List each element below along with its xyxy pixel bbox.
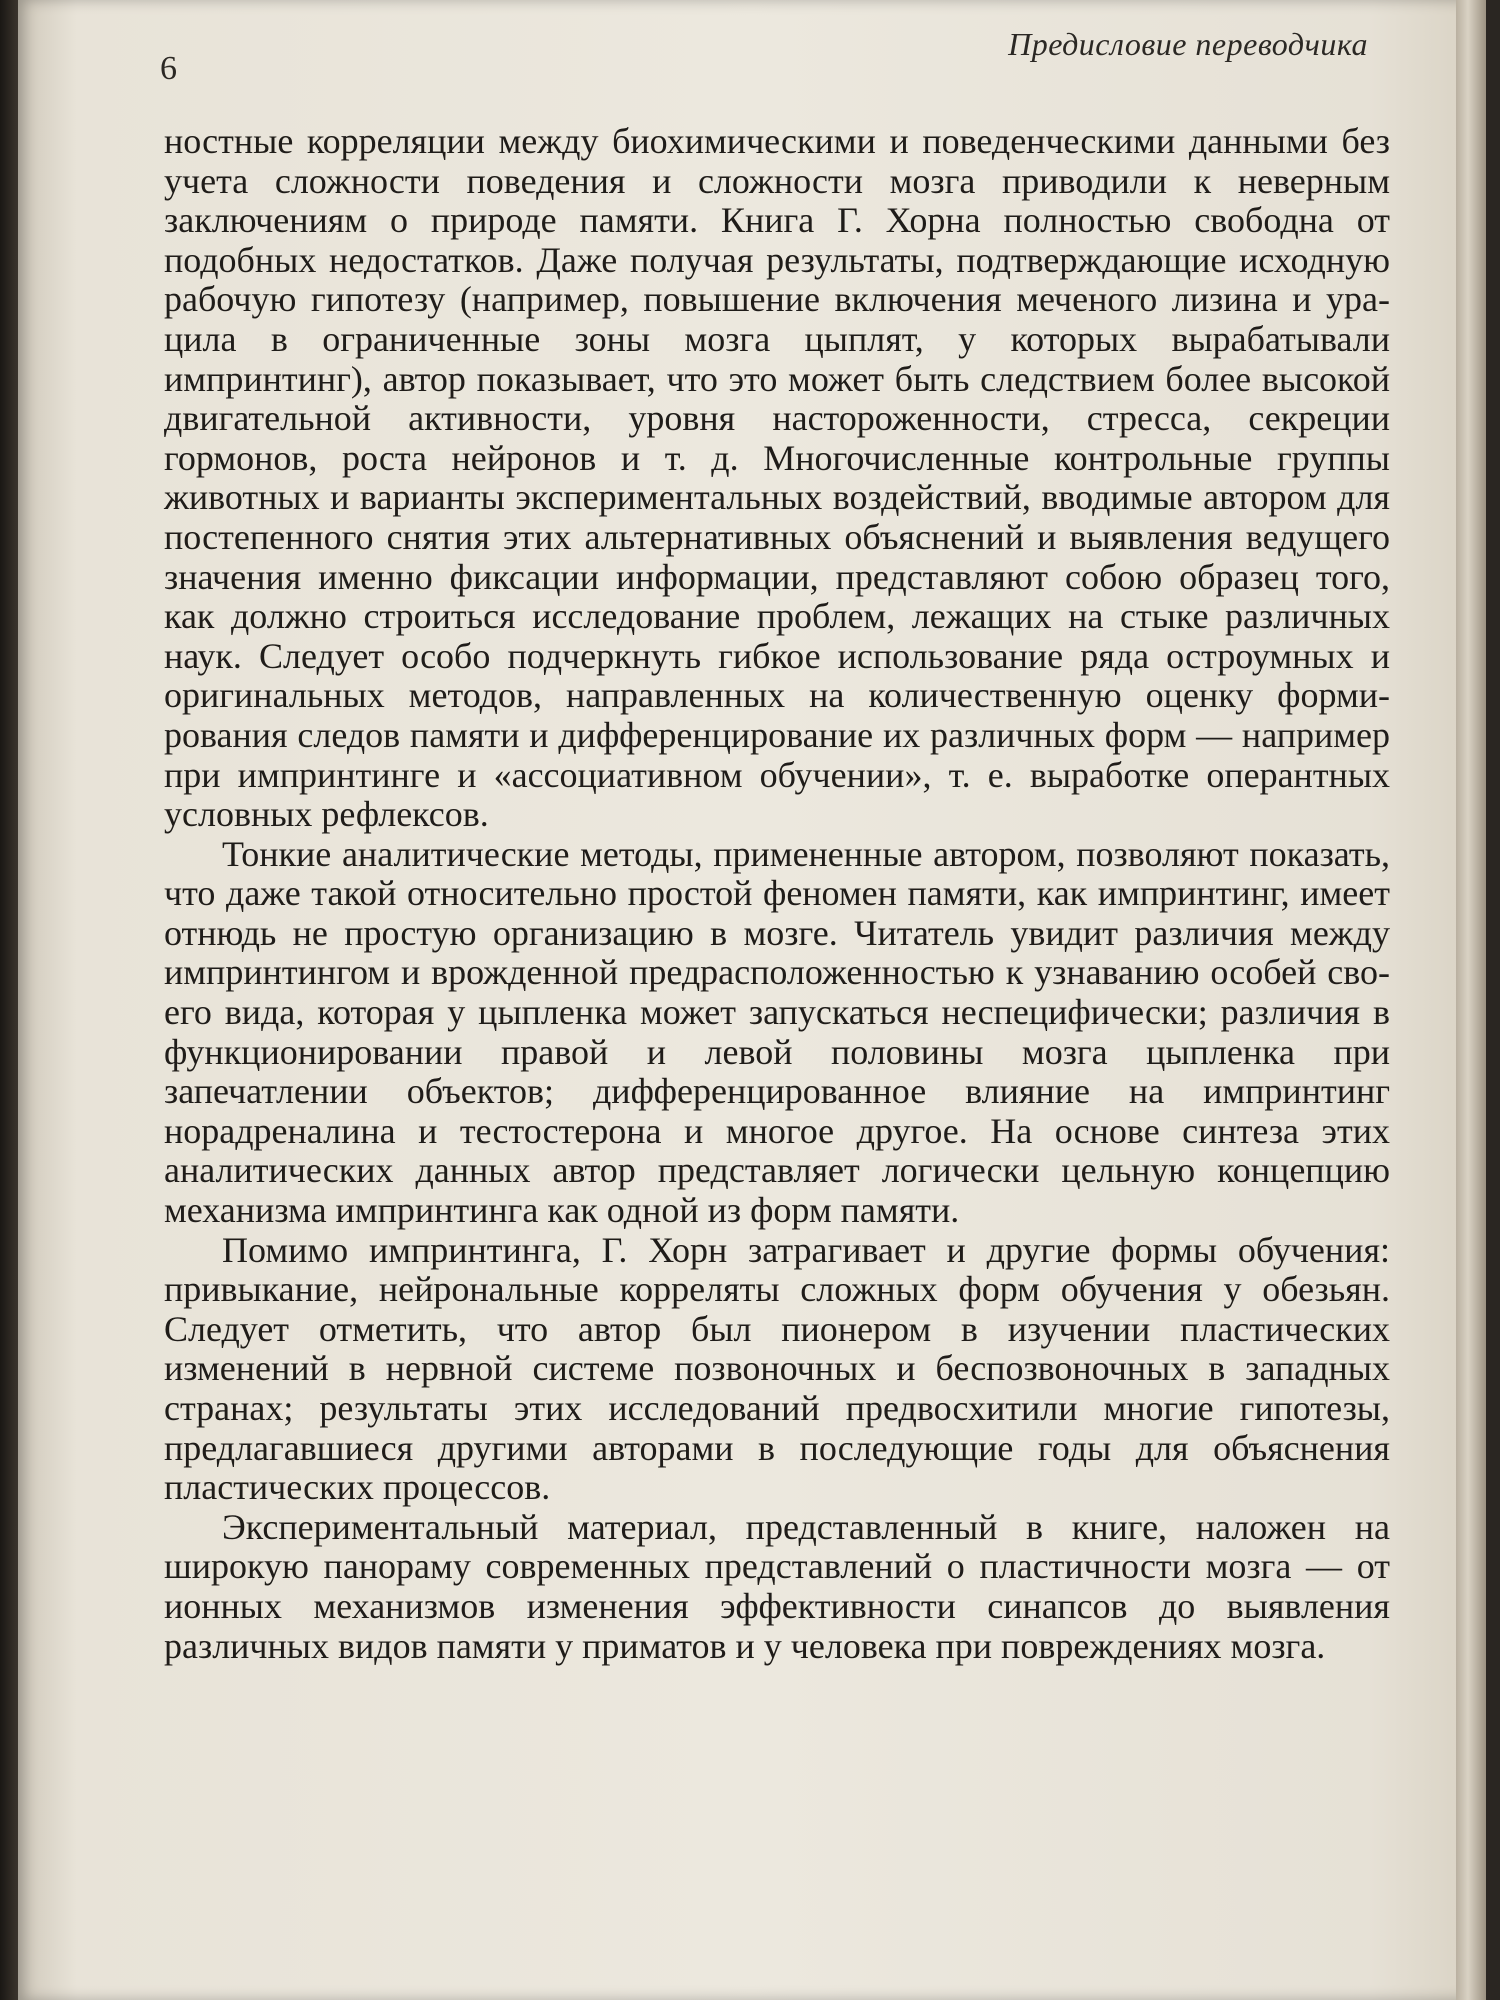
paragraph-4: Экспериментальный материал, представленный в книге, наложен на широкую панораму современных представлений о пластичности мозга — от ионных механизмов изменения эффективности синапсов до выявления различных видов памяти у приматов и у человека при повреждениях мозга. bbox=[164, 1506, 1390, 1666]
page-header bbox=[18, 0, 1486, 120]
page-number: 6 bbox=[160, 50, 177, 87]
paragraph-3: Помимо импринтинга, Г. Хорн затрагивает и другие формы обучения: привыкание, нейрональные корреляты сложных форм обучения у обезьян. Следует отметить, что автор был пионером в изучении пластических изменений в нервной системе позвоночных и беспозвоночных в западных странах; результаты этих исследований предвосхитили многие гипотезы, предлагавшиеся другими авторами в последующие годы для объяснения пластических процессов. bbox=[164, 1229, 1390, 1508]
paragraph-2: Тонкие аналитические методы, примененные автором, позволяют показать, что даже такой относительно простой феномен памяти, как импринтинг, имеет отнюдь не простую организацию в мозге. Читатель увидит различия между импринтингом и врожденной предрасположенностью к узнаванию особей своего вида, которая у цыпленка может запускаться неспецифически; различия в функционировании правой и левой половины мозга цыпленка при запечатлении объектов; дифференцированное влияние на импринтинг норадреналина и тестостерона и многое другое. На основе синтеза этих аналитических данных автор представляет логически цельную концепцию механизма импринтинга как одной из форм памяти. bbox=[164, 833, 1390, 1231]
page-edge bbox=[1456, 0, 1486, 2000]
book-page bbox=[18, 0, 1486, 2000]
body-text bbox=[164, 122, 1390, 1666]
paragraph-1: ностные корреляции между биохимическими и поведенческими данными без учета сложности поведения и сложности мозга приводили к неверным заключениям о природе памяти. Книга Г. Хорна полностью свободна от подобных недостатков. Даже получая результаты, подтверждающие исходную рабочую гипотезу (например, повышение включения меченого лизина и урацила в ограниченные зоны мозга цыплят, у которых вырабатывали импринтинг), автор показывает, что это может быть следствием более высокой двигательной активности, уровня настороженности, стресса, секреции гормонов, роста нейронов и т. д. Многочисленные контрольные группы животных и варианты экспериментальных воздействий, вводимые автором для постепенного снятия этих альтернативных объяснений и выявления ведущего значения именно фиксации информации, представляют собою образец того, как должно строиться исследование проблем, лежащих на стыке различных наук. Следует особо подчеркнуть гибкое использование ряда остроумных и оригинальных методов, направленных на количественную оценку формирования следов памяти и дифференцирование их различных форм — например при импринтинге и «ассоциативном обучении», т. е. выработке оперантных условных рефлексов. bbox=[164, 121, 1390, 835]
running-head: Предисловие переводчика bbox=[1008, 26, 1368, 62]
